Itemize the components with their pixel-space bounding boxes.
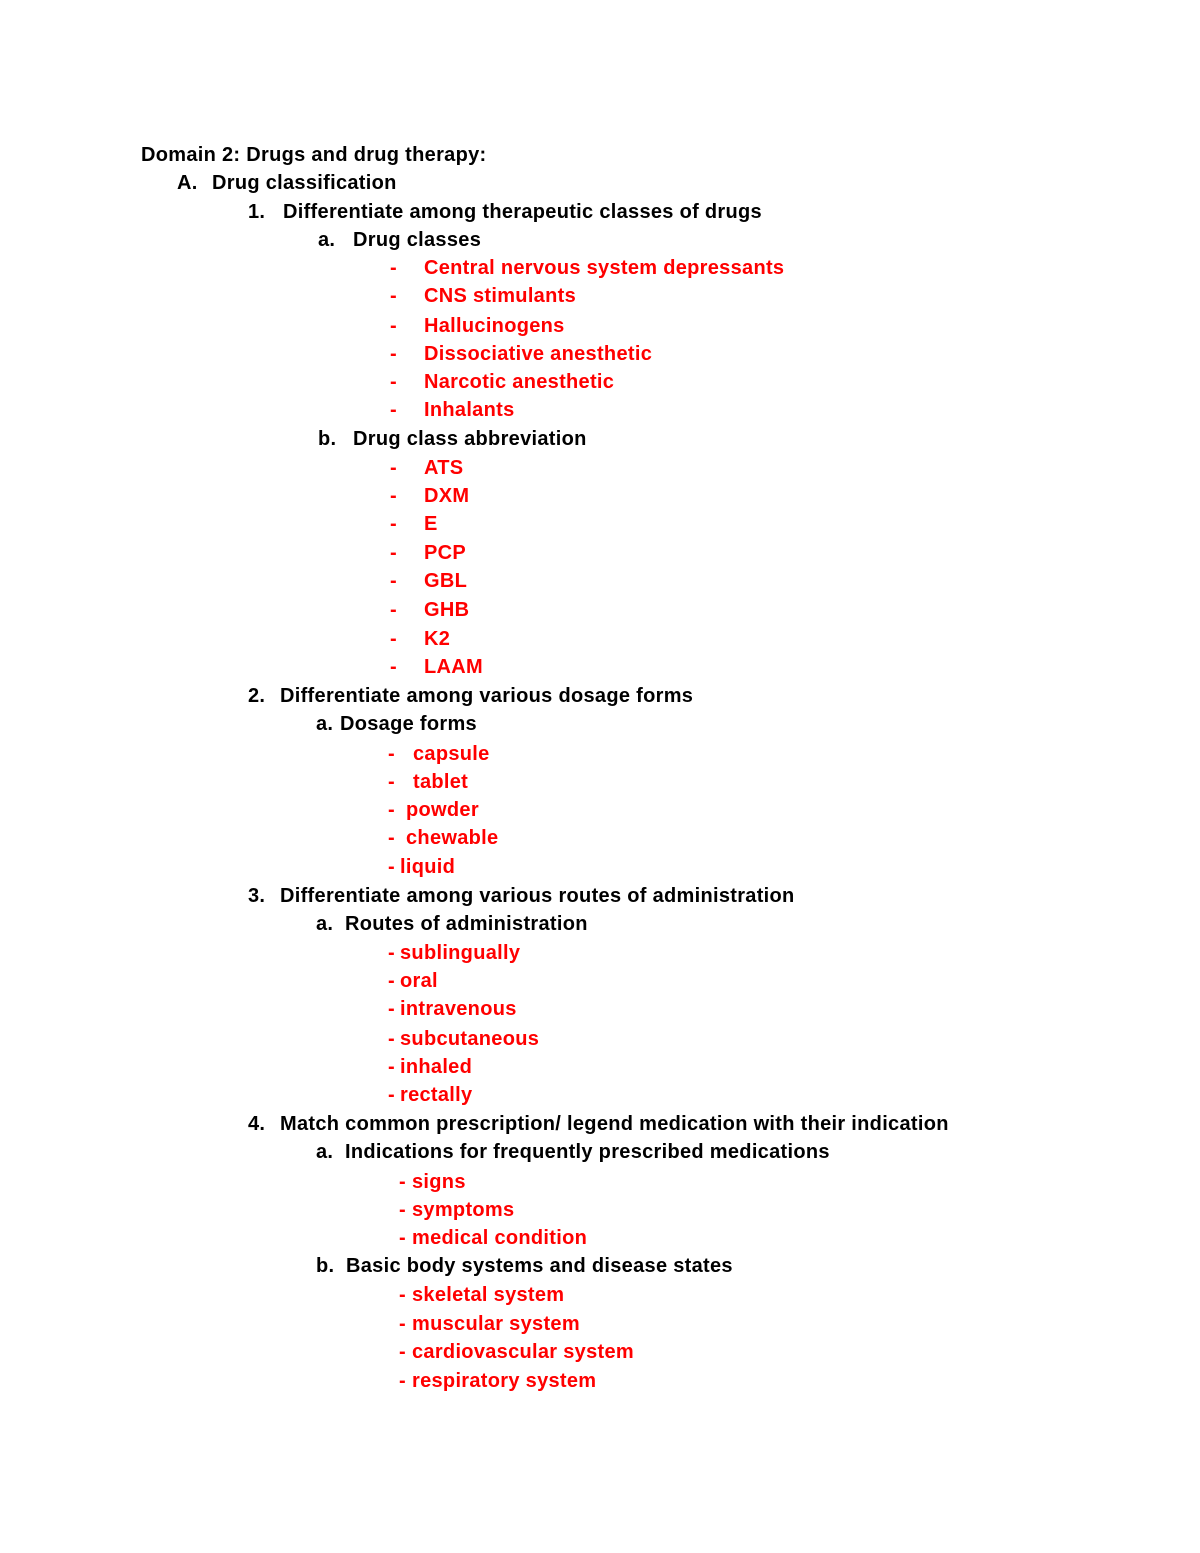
bullet-dash: -	[390, 315, 397, 337]
bullet-dash: -	[390, 628, 397, 650]
list-item	[399, 1312, 580, 1336]
bullet-text: E	[424, 513, 438, 535]
bullet-text: Narcotic anesthetic	[424, 371, 615, 393]
bullet-text: subcutaneous	[400, 1028, 540, 1050]
bullet-text: intravenous	[400, 998, 517, 1020]
bullet-dash: -	[388, 856, 395, 878]
bullet-dash: -	[388, 1056, 395, 1078]
bullet-dash: -	[390, 457, 397, 479]
bullet-dash: -	[390, 656, 397, 678]
item-label: Differentiate among therapeutic classes of drugs	[283, 201, 762, 223]
item-1-heading	[248, 200, 762, 224]
subitem-label: Dosage forms	[340, 713, 477, 735]
subitem-label: Drug class abbreviation	[353, 428, 587, 450]
bullet-text: Inhalants	[424, 399, 515, 421]
bullet-dash: -	[399, 1171, 406, 1193]
bullet-text: inhaled	[400, 1056, 473, 1078]
section-marker: A.	[177, 172, 198, 194]
bullet-dash: -	[399, 1284, 406, 1306]
item-label: Differentiate among various routes of administration	[280, 885, 795, 907]
list-item	[399, 1198, 514, 1222]
list-item	[399, 1226, 587, 1250]
bullet-dash: -	[390, 343, 397, 365]
bullet-text: GHB	[424, 599, 470, 621]
list-item	[390, 541, 466, 565]
bullet-text: CNS stimulants	[424, 285, 577, 307]
item-4b-heading	[316, 1254, 733, 1278]
item-label: Match common prescription/ legend medication with their indication	[280, 1113, 949, 1135]
list-item	[388, 855, 455, 879]
page-title-text: Domain 2: Drugs and drug therapy:	[141, 144, 487, 166]
bullet-text: sublingually	[400, 942, 521, 964]
item-3-heading	[248, 884, 795, 908]
item-3a-heading	[316, 912, 588, 936]
bullet-text: chewable	[406, 827, 499, 849]
bullet-text: K2	[424, 628, 451, 650]
bullet-text: LAAM	[424, 656, 483, 678]
list-item	[388, 742, 490, 766]
bullet-text: tablet	[413, 771, 469, 793]
bullet-dash: -	[390, 599, 397, 621]
bullet-dash: -	[390, 542, 397, 564]
bullet-text: DXM	[424, 485, 470, 507]
item-2-heading	[248, 684, 693, 708]
item-4-heading	[248, 1112, 949, 1136]
list-item	[390, 398, 515, 422]
list-item	[399, 1340, 634, 1364]
item-1b-heading	[318, 427, 587, 451]
subitem-marker: a.	[316, 913, 334, 935]
bullet-dash: -	[388, 743, 395, 765]
bullet-dash: -	[388, 942, 395, 964]
list-item	[388, 798, 479, 822]
subitem-label: Routes of administration	[345, 913, 588, 935]
list-item	[390, 627, 450, 651]
bullet-text: GBL	[424, 570, 468, 592]
bullet-dash: -	[390, 570, 397, 592]
bullet-text: liquid	[400, 856, 456, 878]
section-label: Drug classification	[212, 172, 397, 194]
bullet-dash: -	[399, 1199, 406, 1221]
bullet-dash: -	[388, 998, 395, 1020]
bullet-dash: -	[399, 1313, 406, 1335]
bullet-dash: -	[390, 485, 397, 507]
list-item	[399, 1170, 466, 1194]
list-item	[390, 284, 576, 308]
bullet-text: powder	[406, 799, 479, 821]
bullet-dash: -	[390, 399, 397, 421]
list-item	[388, 969, 438, 993]
list-item	[388, 1027, 539, 1051]
subitem-marker: a.	[318, 229, 336, 251]
item-marker: 2.	[248, 685, 266, 707]
list-item	[390, 598, 469, 622]
subitem-marker: a.	[316, 713, 334, 735]
list-item	[390, 569, 467, 593]
bullet-text: Hallucinogens	[424, 315, 565, 337]
item-marker: 3.	[248, 885, 266, 907]
list-item	[399, 1369, 596, 1393]
bullet-dash: -	[388, 771, 395, 793]
subitem-label: Indications for frequently prescribed medications	[345, 1141, 830, 1163]
bullet-text: cardiovascular system	[412, 1341, 634, 1363]
bullet-dash: -	[388, 1028, 395, 1050]
list-item	[388, 1083, 472, 1107]
page-title	[141, 143, 487, 167]
item-marker: 1.	[248, 201, 266, 223]
bullet-dash: -	[388, 827, 395, 849]
subitem-label: Drug classes	[353, 229, 482, 251]
list-item	[390, 512, 438, 536]
item-marker: 4.	[248, 1113, 266, 1135]
list-item	[388, 997, 517, 1021]
bullet-text: Central nervous system depressants	[424, 257, 785, 279]
bullet-dash: -	[399, 1341, 406, 1363]
list-item	[390, 370, 614, 394]
bullet-dash: -	[388, 799, 395, 821]
bullet-text: Dissociative anesthetic	[424, 343, 653, 365]
bullet-text: oral	[400, 970, 438, 992]
list-item	[390, 314, 565, 338]
bullet-text: ATS	[424, 457, 464, 479]
section-a-heading	[177, 171, 397, 195]
bullet-text: skeletal system	[412, 1284, 565, 1306]
item-1a-heading	[318, 228, 481, 252]
list-item	[390, 456, 463, 480]
bullet-dash: -	[390, 513, 397, 535]
list-item	[388, 826, 498, 850]
list-item	[390, 484, 469, 508]
list-item	[390, 342, 652, 366]
bullet-dash: -	[388, 1084, 395, 1106]
list-item	[388, 941, 520, 965]
bullet-text: medical condition	[412, 1227, 588, 1249]
subitem-marker: a.	[316, 1141, 334, 1163]
bullet-text: signs	[412, 1171, 466, 1193]
item-4a-heading	[316, 1140, 830, 1164]
bullet-text: symptoms	[412, 1199, 515, 1221]
bullet-dash: -	[390, 371, 397, 393]
list-item	[390, 256, 784, 280]
bullet-text: capsule	[413, 743, 490, 765]
subitem-marker: b.	[318, 428, 337, 450]
subitem-label: Basic body systems and disease states	[346, 1255, 733, 1277]
bullet-dash: -	[399, 1227, 406, 1249]
list-item	[388, 770, 468, 794]
subitem-marker: b.	[316, 1255, 335, 1277]
bullet-dash: -	[390, 257, 397, 279]
item-label: Differentiate among various dosage forms	[280, 685, 694, 707]
bullet-text: PCP	[424, 542, 467, 564]
list-item	[399, 1283, 564, 1307]
bullet-text: rectally	[400, 1084, 473, 1106]
list-item	[388, 1055, 472, 1079]
bullet-text: respiratory system	[412, 1370, 597, 1392]
list-item	[390, 655, 483, 679]
bullet-text: muscular system	[412, 1313, 580, 1335]
bullet-dash: -	[399, 1370, 406, 1392]
bullet-dash: -	[388, 970, 395, 992]
item-2a-heading	[316, 712, 477, 736]
bullet-dash: -	[390, 285, 397, 307]
